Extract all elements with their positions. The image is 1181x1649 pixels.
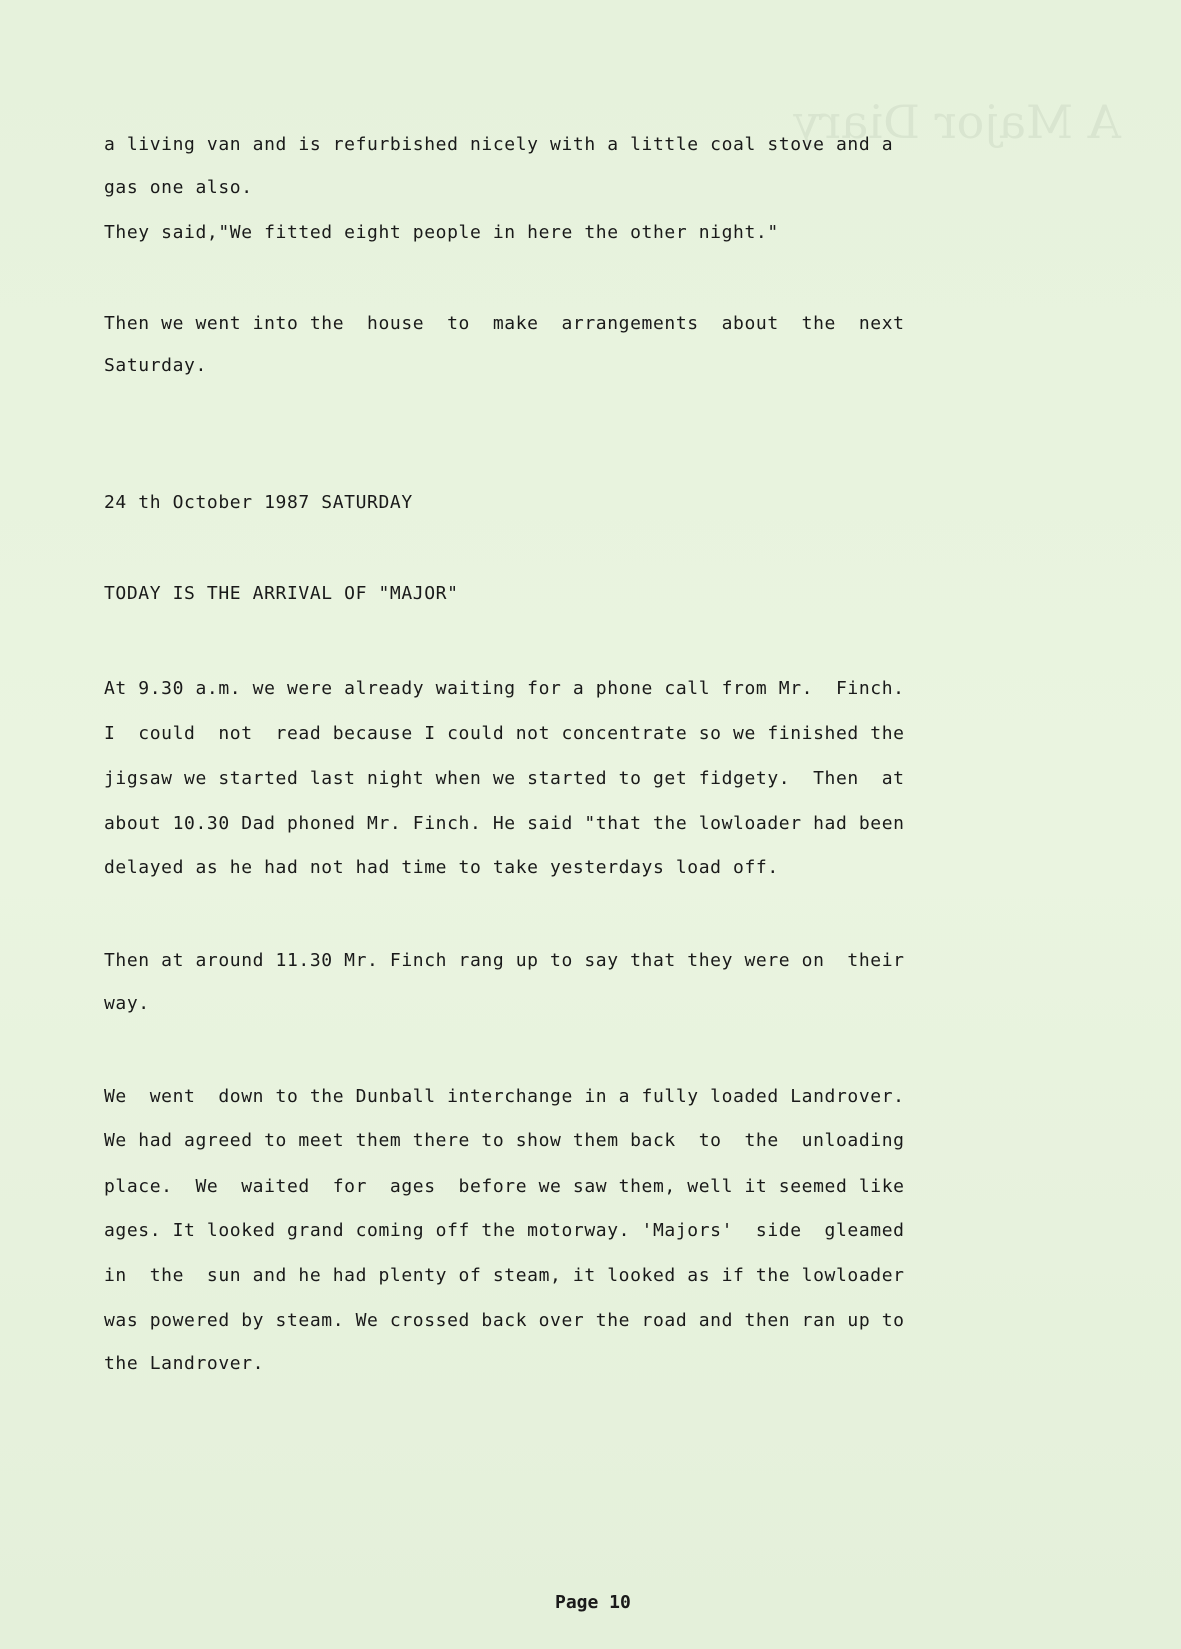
text-line: in the sun and he had plenty of steam, it looked as if the lowloader: [104, 1265, 905, 1286]
page-number: Page 10: [555, 1592, 631, 1613]
text-line: At 9.30 a.m. we were already waiting for a phone call from Mr. Finch.: [104, 678, 905, 699]
text-line: way.: [104, 993, 150, 1014]
text-line: gas one also.: [104, 177, 253, 198]
text-line: delayed as he had not had time to take yesterdays load off.: [104, 857, 779, 878]
text-line: a living van and is refurbished nicely with a little coal stove and a: [104, 134, 894, 155]
text-line: They said,"We fitted eight people in here the other night.": [104, 222, 779, 243]
text-line: place. We waited for ages before we saw them, well it seemed like: [104, 1176, 905, 1197]
text-line: Then at around 11.30 Mr. Finch rang up to say that they were on their: [104, 950, 905, 971]
text-line: Saturday.: [104, 355, 207, 376]
text-line: Then we went into the house to make arrangements about the next: [104, 313, 905, 334]
section-heading: TODAY IS THE ARRIVAL OF "MAJOR": [104, 583, 459, 604]
text-line: the Landrover.: [104, 1353, 265, 1374]
show-through-title: A Major Diary: [793, 95, 1121, 149]
text-line: We went down to the Dunball interchange in a fully loaded Landrover.: [104, 1086, 905, 1107]
text-line: jigsaw we started last night when we started to get fidgety. Then at: [104, 768, 905, 789]
date-heading: 24 th October 1987 SATURDAY: [104, 492, 413, 513]
text-line: about 10.30 Dad phoned Mr. Finch. He said "that the lowloader had been: [104, 813, 905, 834]
text-line: was powered by steam. We crossed back over the road and then ran up to: [104, 1310, 905, 1331]
text-line: We had agreed to meet them there to show them back to the unloading: [104, 1130, 905, 1151]
text-line: I could not read because I could not concentrate so we finished the: [104, 723, 905, 744]
text-line: ages. It looked grand coming off the motorway. 'Majors' side gleamed: [104, 1220, 905, 1241]
